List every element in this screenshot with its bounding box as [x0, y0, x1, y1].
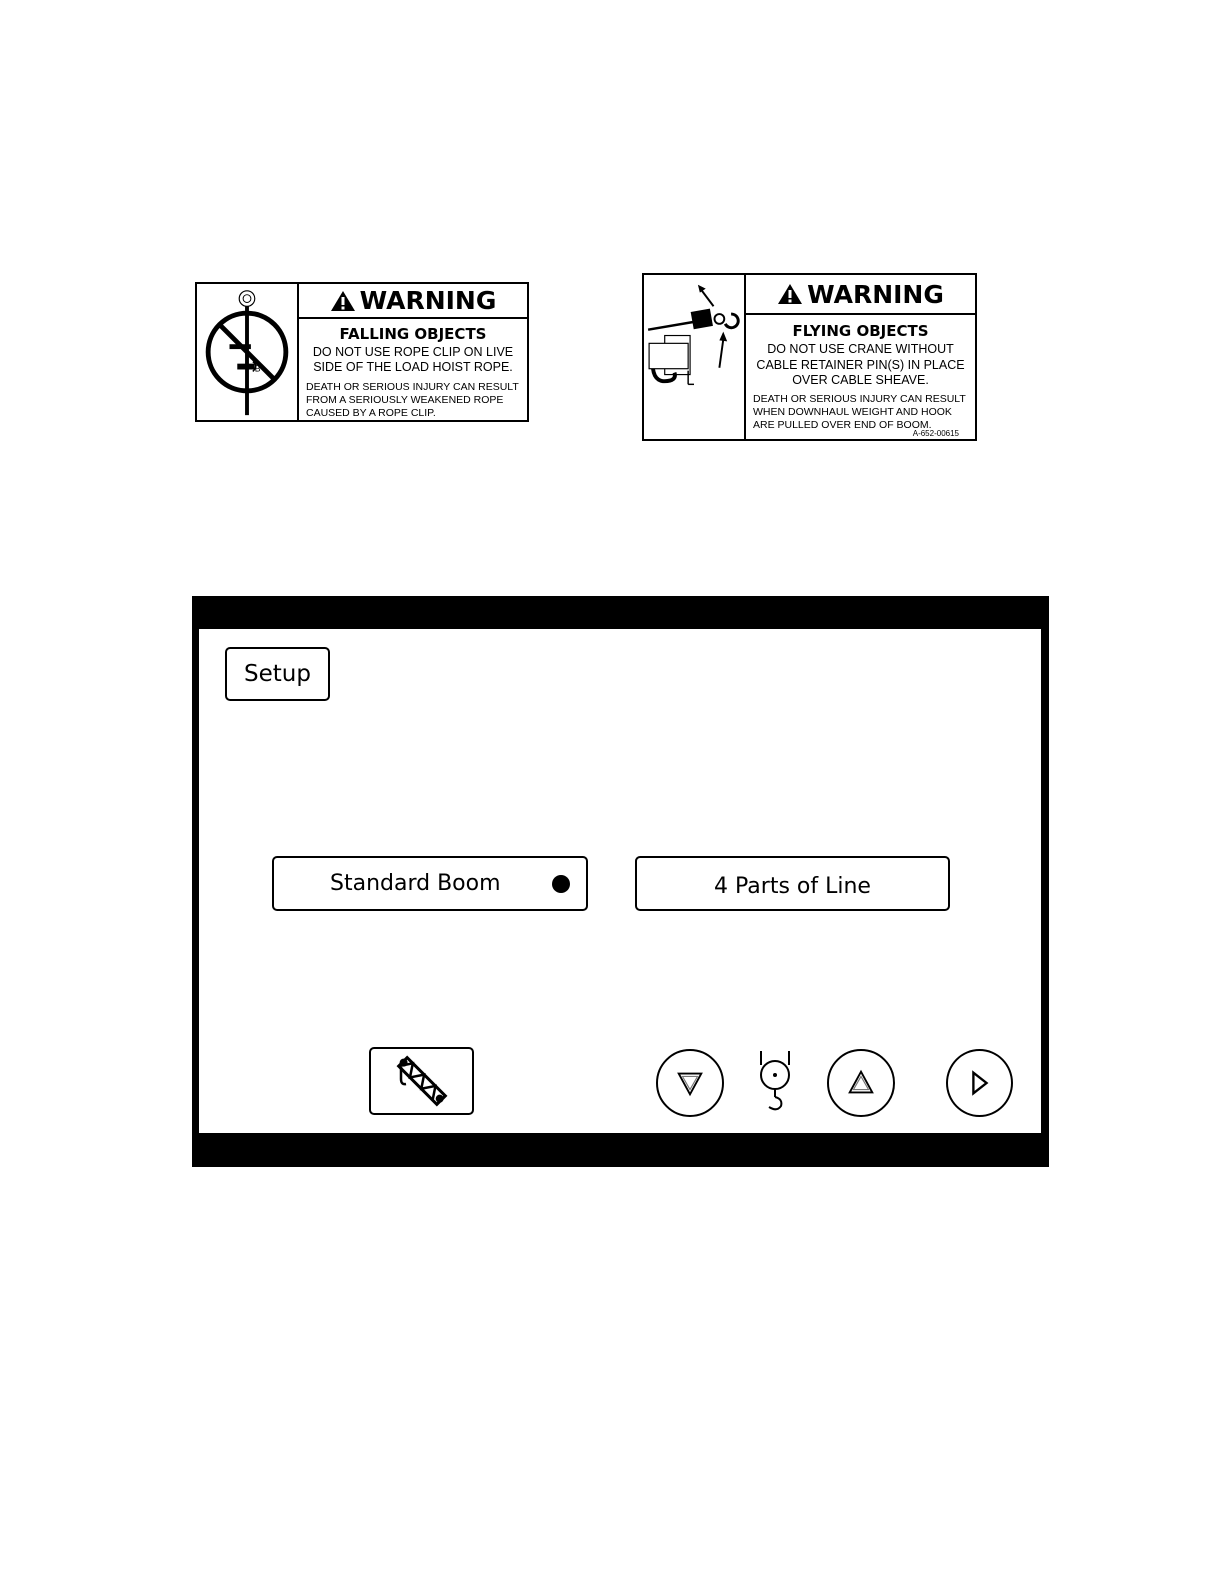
crane-boom-button[interactable]: [369, 1047, 474, 1115]
triangle-up-icon: [829, 1051, 893, 1115]
triangle-down-icon: [658, 1051, 722, 1115]
standard-boom-button[interactable]: [272, 856, 588, 911]
decal-message: [299, 345, 527, 375]
setup-button-label: Setup: [244, 661, 311, 687]
decal-message-line: OVER CABLE SHEAVE.: [792, 373, 929, 387]
decal-message-line: SIDE OF THE LOAD HOIST ROPE.: [313, 360, 513, 374]
svg-text:B: B: [254, 363, 261, 374]
lower-button[interactable]: [656, 1049, 724, 1117]
warning-decal-flying-objects: [642, 273, 977, 441]
decal-result-line: WHEN DOWNHAUL WEIGHT AND HOOK: [753, 405, 952, 418]
decal-part-code: A-652-00615: [912, 428, 959, 438]
decal-result-line: FROM A SERIOUSLY WEAKENED ROPE: [306, 394, 504, 406]
parts-of-line-button[interactable]: [635, 856, 950, 911]
decal-header: [746, 275, 975, 315]
display-screen: [199, 629, 1041, 1133]
decal-result-line: DEATH OR SERIOUS INJURY CAN RESULT: [753, 392, 966, 405]
no-rope-clip-icon: [197, 284, 299, 420]
decal-header-text: WARNING: [359, 286, 497, 315]
warning-decal-falling-objects: [195, 282, 529, 422]
display-bezel: [192, 596, 1049, 1167]
decal-header-text: WARNING: [807, 279, 944, 309]
warning-triangle-icon: [330, 290, 356, 312]
hook-block-icon: [757, 1049, 793, 1113]
chevron-right-icon: [948, 1051, 1011, 1115]
decal-message-line: CABLE RETAINER PIN(S) IN PLACE: [756, 357, 965, 372]
warning-triangle-icon: [777, 283, 803, 305]
crane-boom-icon: [387, 1053, 457, 1109]
decal-result: [753, 393, 975, 432]
decal-header: [299, 284, 527, 319]
next-button[interactable]: [946, 1049, 1013, 1117]
decal-result: [306, 381, 527, 420]
parts-of-line-label: 4 Parts of Line: [714, 874, 871, 899]
decal-message-line: DO NOT USE ROPE CLIP ON LIVE: [312, 345, 514, 359]
selected-indicator-dot: [552, 875, 570, 893]
standard-boom-label: Standard Boom: [330, 871, 501, 896]
decal-subtitle: FALLING OBJECTS: [339, 325, 487, 343]
decal-result-line: CAUSED BY A ROPE CLIP.: [306, 407, 436, 419]
raise-button[interactable]: [827, 1049, 895, 1117]
decal-message-line: DO NOT USE CRANE WITHOUT: [767, 342, 954, 356]
decal-result-line: DEATH OR SERIOUS INJURY CAN RESULT: [306, 381, 519, 393]
decal-subtitle: FLYING OBJECTS: [792, 322, 929, 340]
flying-objects-icon: [644, 275, 746, 439]
decal-message: [746, 342, 975, 389]
setup-button[interactable]: [225, 647, 330, 701]
decal-result-line: ARE PULLED OVER END OF BOOM.: [753, 418, 932, 431]
